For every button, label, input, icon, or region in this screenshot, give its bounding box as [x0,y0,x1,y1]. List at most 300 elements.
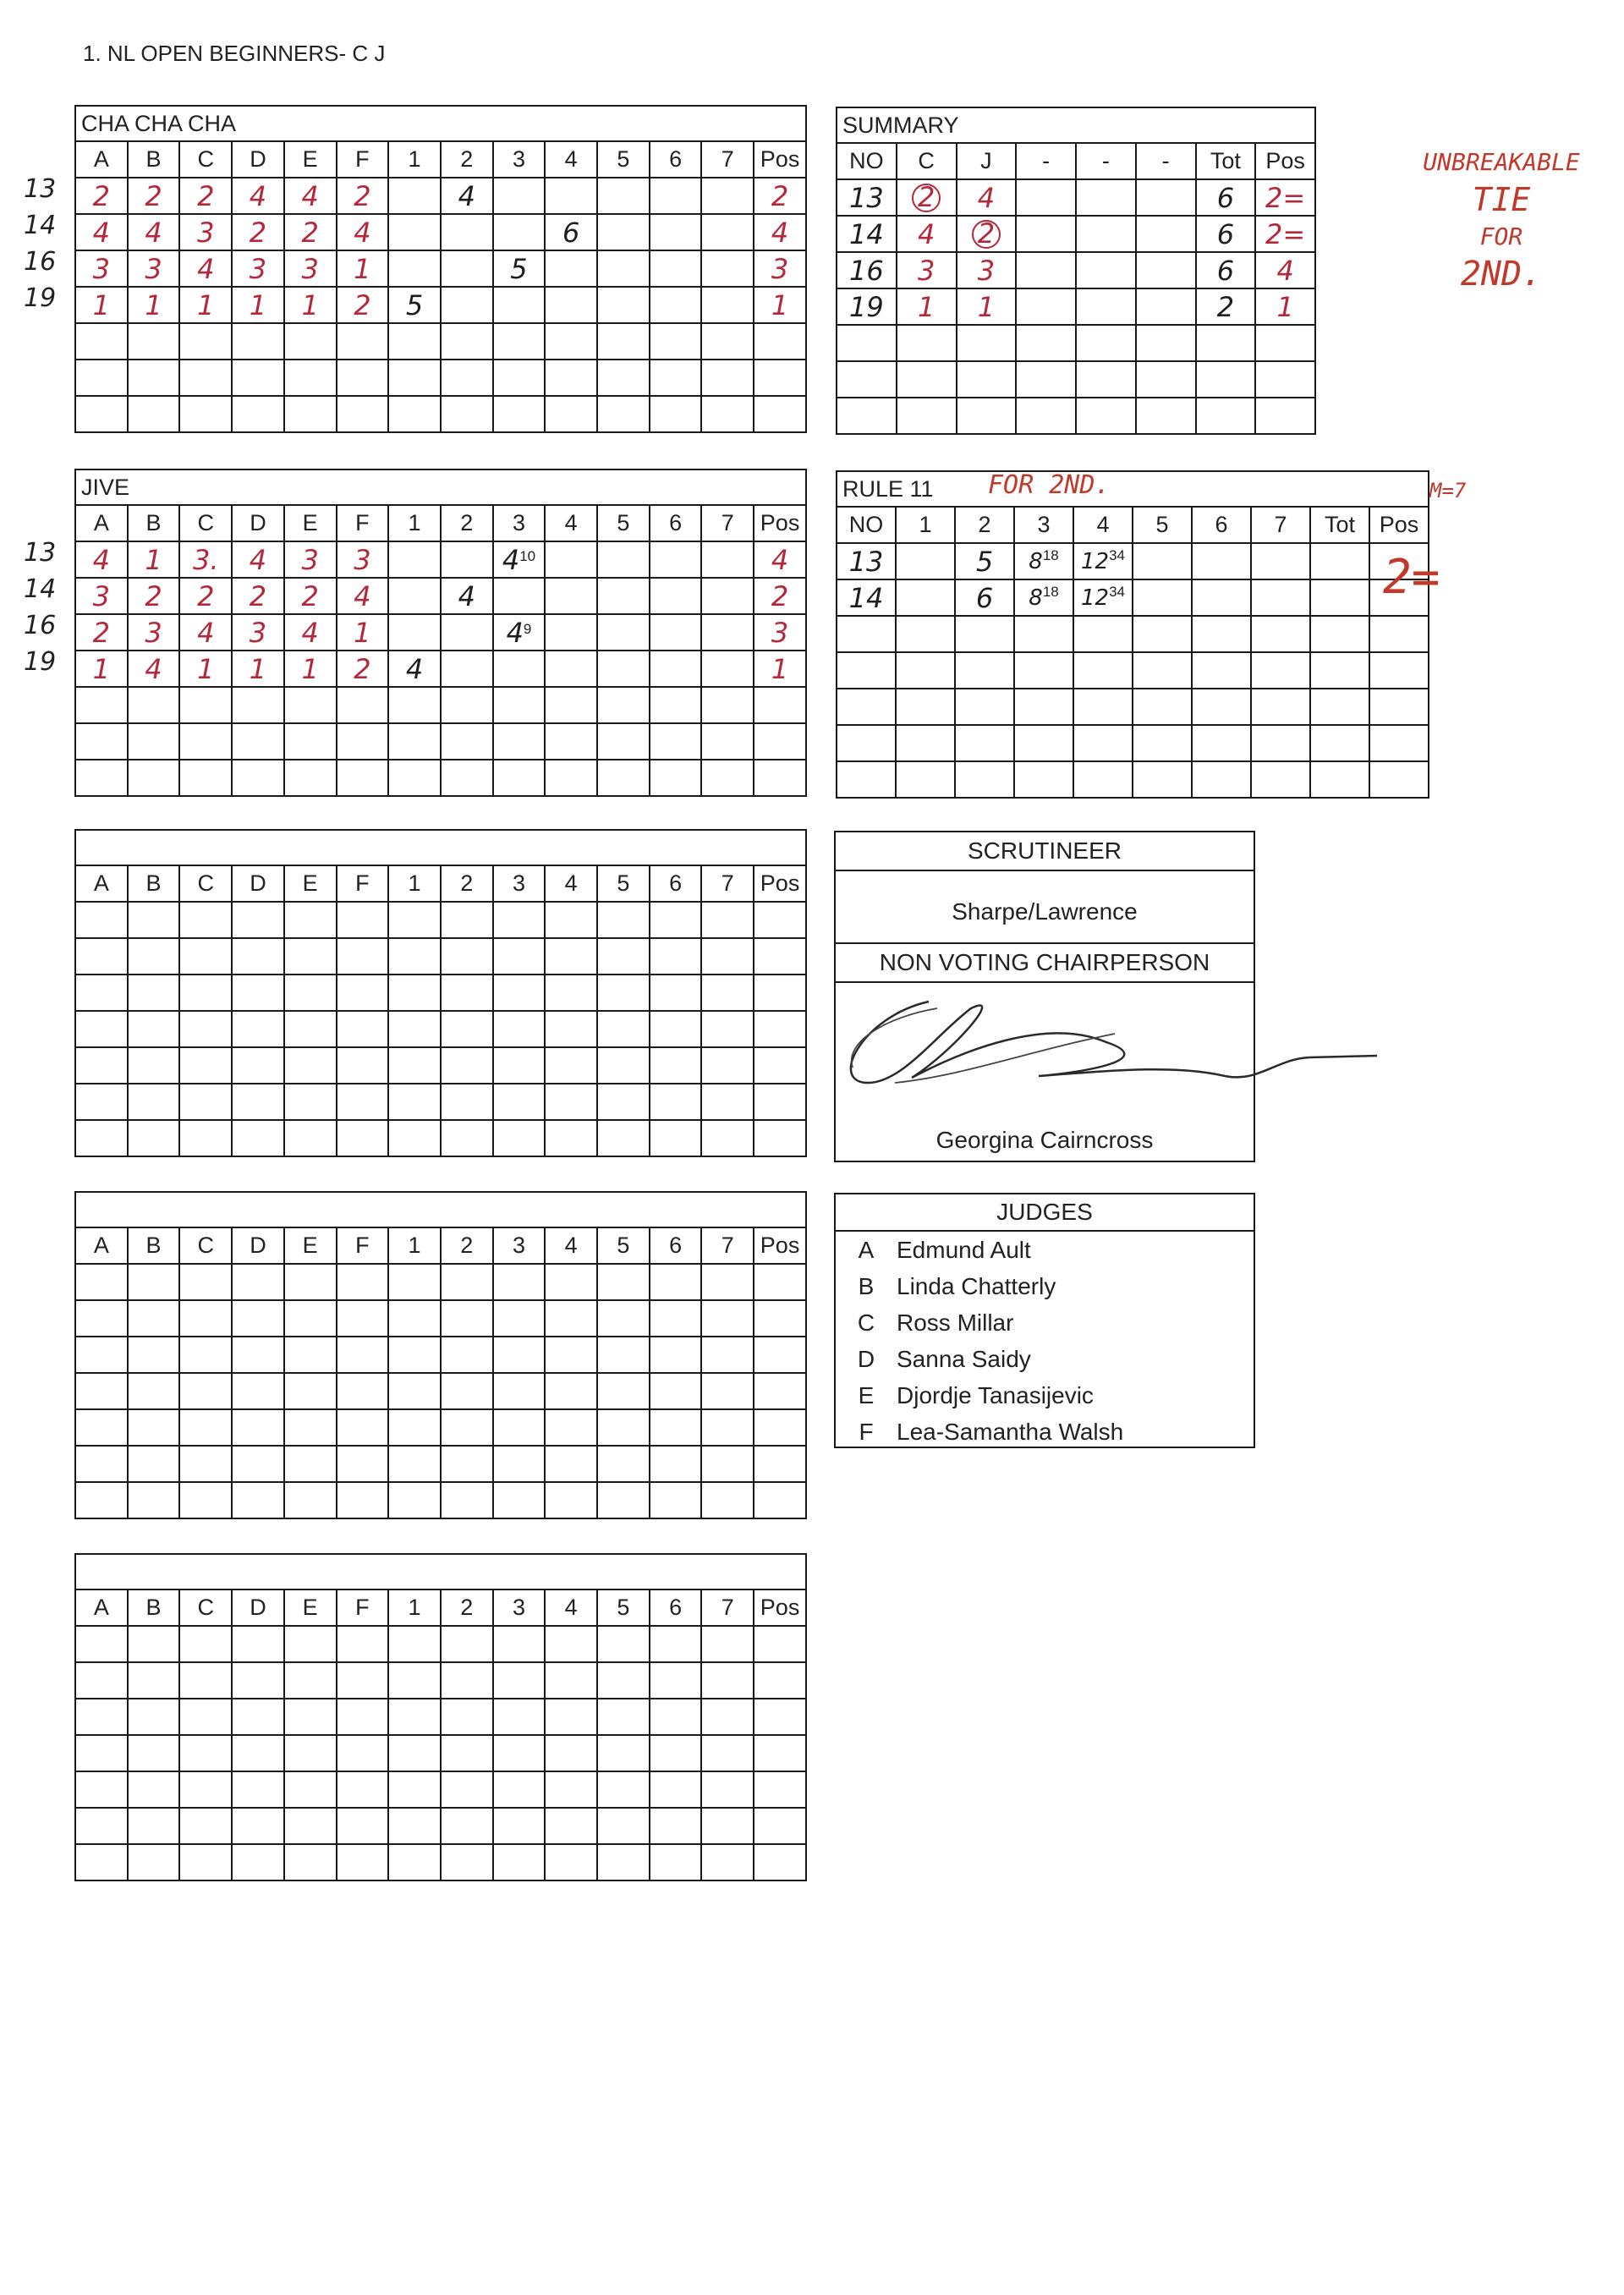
mark-cell [179,1771,232,1808]
rule11-cell [1310,761,1369,798]
col-header: 4 [545,1589,597,1626]
col-header: Pos [754,505,806,541]
mark-value: 2 [92,616,111,649]
summary-cell [897,252,957,288]
mark-cell [388,723,441,760]
summary-cell [1076,288,1136,325]
mark-cell [493,1771,546,1808]
mark-cell [75,214,128,250]
mark-cell [545,1844,597,1880]
mark-cell [128,1844,180,1880]
mark-cell [493,1409,546,1446]
mark-cell [388,360,441,396]
rule11-cell [837,616,896,652]
mark-cell [754,541,806,578]
mark-cell [388,1047,441,1084]
mark-cell [232,250,284,287]
summary-cell [897,179,957,216]
mark-cell [441,1011,493,1047]
table-row [75,1120,806,1156]
mark-value: 3 [145,616,162,649]
mark-value: 1 [197,652,215,685]
mark-cell [284,1808,337,1844]
mark-cell [232,614,284,651]
mark-cell [701,287,754,323]
mark-cell [75,760,128,796]
position-value: 4 [771,216,789,249]
rule11-cell [1073,543,1133,579]
competitor-number: 13 [24,538,57,568]
dance-caption: CHA CHA CHA [75,106,806,141]
mark-cell [493,1482,546,1518]
mark-value: 3 [301,543,319,576]
summary-c: 3 [917,254,935,287]
mark-cell [597,1300,650,1337]
position-value: 1 [771,288,789,321]
summary-cell [897,398,957,434]
rule11-cell [1014,761,1073,798]
mark-cell [388,578,441,614]
mark-cell [650,214,702,250]
summary-pos: 1 [1276,290,1294,323]
col-header: 2 [441,1589,493,1626]
mark-cell [128,614,180,651]
mark-cell [754,975,806,1011]
mark-cell [650,687,702,723]
position-value: 4 [771,543,789,576]
mark-cell [650,1626,702,1662]
table-row [75,1300,806,1337]
mark-cell [597,1446,650,1482]
table-row [75,1264,806,1300]
mark-cell [75,1626,128,1662]
mark-cell [545,1735,597,1771]
mark-cell [388,1699,441,1735]
mark-value: 2 [354,179,371,212]
mark-cell [754,396,806,432]
summary-cell [1136,288,1196,325]
mark-cell [232,323,284,360]
mark-value: 2 [301,216,319,249]
mark-cell [232,1084,284,1120]
summary-cell [1016,325,1076,361]
mark-cell [701,723,754,760]
judge-row [836,1377,1254,1414]
mark-cell [337,1699,389,1735]
mark-cell [388,614,441,651]
col-header: C [179,505,232,541]
mark-cell [128,360,180,396]
mark-cell [754,578,806,614]
mark-cell [493,902,546,938]
mark-cell [493,723,546,760]
table-caption-row [837,471,1429,507]
mark-cell [128,1662,180,1699]
mark-cell [597,1120,650,1156]
mark-cell [128,1482,180,1518]
judge-letter: A [858,1237,875,1263]
mark-value: 1 [301,652,319,685]
mark-cell [179,360,232,396]
mark-cell [597,541,650,578]
mark-value: 4 [301,616,319,649]
mark-cell [441,1337,493,1373]
summary-j: 4 [977,181,996,214]
mark-cell [388,1771,441,1808]
col-header: 1 [388,505,441,541]
mark-cell [128,396,180,432]
summary-c: 2 [917,180,935,213]
mark-cell [284,1844,337,1880]
mark-cell [441,287,493,323]
summary-cell [837,179,897,216]
mark-value: 1 [354,252,371,285]
mark-cell [337,1771,389,1808]
mark-cell [701,1771,754,1808]
mark-cell [75,287,128,323]
mark-value: 2 [92,179,111,212]
mark-value: 1 [145,543,162,576]
rule11-cell [1073,616,1133,652]
col-header: 5 [597,865,650,902]
summary-cell [1196,216,1256,252]
mark-value: 2 [354,652,371,685]
col-header: 7 [701,1589,754,1626]
summary-cell [1016,179,1076,216]
mark-value: 6 [562,216,580,249]
mark-cell [284,1120,337,1156]
mark-cell [493,1446,546,1482]
mark-cell [441,1482,493,1518]
mark-cell [754,1771,806,1808]
col-header: B [128,1589,180,1626]
mark-cell [701,578,754,614]
mark-value: 5 [510,252,528,285]
summary-cell [1076,179,1136,216]
rule11-count: 12 [1080,585,1110,611]
mark-cell [75,1446,128,1482]
col-header: E [284,141,337,178]
mark-cell [337,1844,389,1880]
mark-cell [179,1047,232,1084]
summary-cell [1196,361,1256,398]
mark-cell [75,323,128,360]
mark-value: 1 [145,288,162,321]
mark-value: 3 [92,579,111,612]
mark-cell [597,1047,650,1084]
table-row [837,361,1315,398]
col-header: 3 [493,1589,546,1626]
mark-cell [701,975,754,1011]
mark-cell [441,651,493,687]
mark-cell [493,687,546,723]
table-row [75,1771,806,1808]
mark-cell [232,1699,284,1735]
summary-no: 14 [849,217,884,250]
competitor-number: 13 [24,174,57,204]
mark-cell [284,1626,337,1662]
col-header: 6 [650,505,702,541]
col-header: A [75,865,128,902]
rule11-cell [1133,689,1192,725]
rule11-cell [955,616,1014,652]
mark-cell [650,1084,702,1120]
mark-cell [179,578,232,614]
col-header: 4 [545,505,597,541]
mark-cell [179,1300,232,1337]
judge-row [836,1341,1254,1377]
mark-cell [545,651,597,687]
circled-mark [912,180,941,213]
mark-cell [128,287,180,323]
mark-cell [284,1446,337,1482]
mark-cell [179,323,232,360]
mark-value: 4 [405,652,424,685]
mark-cell [337,1373,389,1409]
mark-cell [597,687,650,723]
rule11-count: 8 [1029,585,1043,611]
mark-superscript: 9 [523,620,532,637]
blank-dance-table-5 [74,1553,807,1881]
mark-cell [232,938,284,975]
table-row [75,687,806,723]
rule11-cell [1014,543,1073,579]
mark-cell [650,1300,702,1337]
mark-cell [284,1771,337,1808]
mark-cell [545,1047,597,1084]
summary-cell [1255,216,1315,252]
mark-cell [441,1409,493,1446]
mark-cell [650,651,702,687]
mark-cell [179,938,232,975]
mark-cell [597,760,650,796]
col-header: 4 [545,1227,597,1264]
table-caption-row [75,106,806,141]
mark-cell [337,687,389,723]
mark-cell [545,1771,597,1808]
mark-cell [650,1373,702,1409]
summary-cell [1016,361,1076,398]
col-header: F [337,1589,389,1626]
judge-name: Ross Millar [897,1309,1014,1336]
mark-cell [650,975,702,1011]
mark-cell [545,1120,597,1156]
mark-cell [75,360,128,396]
col-header: 4 [545,141,597,178]
mark-cell [284,1300,337,1337]
rule11-cell [896,689,955,725]
mark-cell [179,1626,232,1662]
rule11-no: 13 [848,545,884,578]
mark-value: 1 [92,288,111,321]
mark-cell [701,1300,754,1337]
mark-value: 1 [301,288,319,321]
table-row [837,616,1429,652]
mark-cell [545,938,597,975]
mark-cell [75,578,128,614]
column-header-row [75,141,806,178]
mark-cell [337,287,389,323]
position-value: 1 [771,652,789,685]
mark-cell [284,760,337,796]
mark-cell [128,902,180,938]
mark-cell [284,938,337,975]
summary-cell [1016,398,1076,434]
chair-name: Georgina Cairncross [935,1127,1154,1153]
rule11-cell [837,725,896,761]
mark-cell [337,1047,389,1084]
mark-cell [128,250,180,287]
mark-cell [493,541,546,578]
mark-cell [597,1699,650,1735]
mark-cell [650,541,702,578]
mark-cell [701,651,754,687]
summary-cell [1255,179,1315,216]
mark-cell [284,323,337,360]
mark-cell [179,902,232,938]
mark-value: 3 [145,252,162,285]
table-row [837,652,1429,689]
mark-cell [701,760,754,796]
col-header: 1 [388,1589,441,1626]
rule11-count: 6 [975,581,994,614]
mark-cell [754,614,806,651]
col-header: 3 [493,141,546,178]
mark-cell [388,1337,441,1373]
summary-cell [1076,361,1136,398]
table-row [75,760,806,796]
mark-cell [493,760,546,796]
table-row [75,1011,806,1047]
table-caption-row [75,1192,806,1227]
table-row [837,325,1315,361]
mark-cell [179,687,232,723]
scrutineer-box [834,831,1255,1162]
competitor-number: 14 [24,574,57,604]
col-header: A [75,1227,128,1264]
summary-pos: 2= [1265,181,1306,214]
mark-cell [493,214,546,250]
mark-cell [284,687,337,723]
mark-value: 2 [249,579,267,612]
mark-cell [597,360,650,396]
rule11-cell [1133,579,1192,616]
mark-cell [650,1011,702,1047]
summary-cell [897,325,957,361]
mark-cell [441,1300,493,1337]
mark-value: 4 [502,543,520,576]
competitor-number: 19 [24,647,57,677]
mark-cell [701,360,754,396]
mark-cell [493,1120,546,1156]
judge-letter: D [857,1346,875,1372]
mark-value: 4 [92,543,111,576]
mark-cell [441,760,493,796]
mark-cell [388,1084,441,1120]
mark-cell [754,1373,806,1409]
table-row [837,725,1429,761]
mark-cell [650,760,702,796]
summary-j: 3 [977,254,996,287]
competitor-number: 14 [24,211,57,240]
mark-cell [284,1047,337,1084]
mark-cell [650,250,702,287]
mark-cell [754,1662,806,1699]
mark-cell [75,1735,128,1771]
col-header: D [232,1589,284,1626]
table-row [837,179,1315,216]
mark-cell [128,1735,180,1771]
mark-cell [701,1084,754,1120]
mark-cell [545,760,597,796]
mark-cell [284,1482,337,1518]
col-header: - [1076,143,1136,179]
mark-cell [754,1808,806,1844]
mark-cell [232,902,284,938]
mark-cell [441,1844,493,1880]
rule11-cell [1369,761,1429,798]
mark-cell [388,1662,441,1699]
table-caption-row [75,830,806,865]
mark-cell [284,1373,337,1409]
rule11-cell [1369,689,1429,725]
summary-cell [837,288,897,325]
mark-cell [597,1808,650,1844]
summary-cell [1136,252,1196,288]
col-header: C [179,865,232,902]
summary-tot: 6 [1216,254,1235,287]
mark-cell [493,1699,546,1735]
mark-cell [232,1409,284,1446]
mark-cell [337,323,389,360]
position-value: 2 [771,579,789,612]
summary-cell [1136,361,1196,398]
rule11-sum: 34 [1109,584,1125,600]
mark-cell [597,1264,650,1300]
mark-cell [493,1047,546,1084]
mark-cell [650,287,702,323]
col-header: F [337,505,389,541]
mark-cell [179,760,232,796]
mark-cell [441,1373,493,1409]
table-row [837,543,1429,579]
mark-cell [337,214,389,250]
mark-cell [337,938,389,975]
col-header: 4 [1073,507,1133,543]
summary-j: 2 [977,217,996,250]
summary-cell [1016,216,1076,252]
mark-cell [179,287,232,323]
mark-value: 4 [458,579,475,612]
mark-cell [388,1409,441,1446]
mark-cell [701,938,754,975]
mark-cell [597,1662,650,1699]
summary-cell [837,361,897,398]
chair-signature [836,983,1254,1110]
summary-cell [837,398,897,434]
summary-c: 1 [917,290,935,323]
mark-cell [701,1844,754,1880]
table-row [75,1337,806,1373]
mark-cell [597,614,650,651]
mark-value: 3 [249,252,267,285]
mark-cell [597,938,650,975]
mark-cell [597,723,650,760]
col-header: 5 [597,141,650,178]
rule11-cell [1073,689,1133,725]
mark-cell [701,1699,754,1735]
judge-letter: C [857,1309,875,1336]
